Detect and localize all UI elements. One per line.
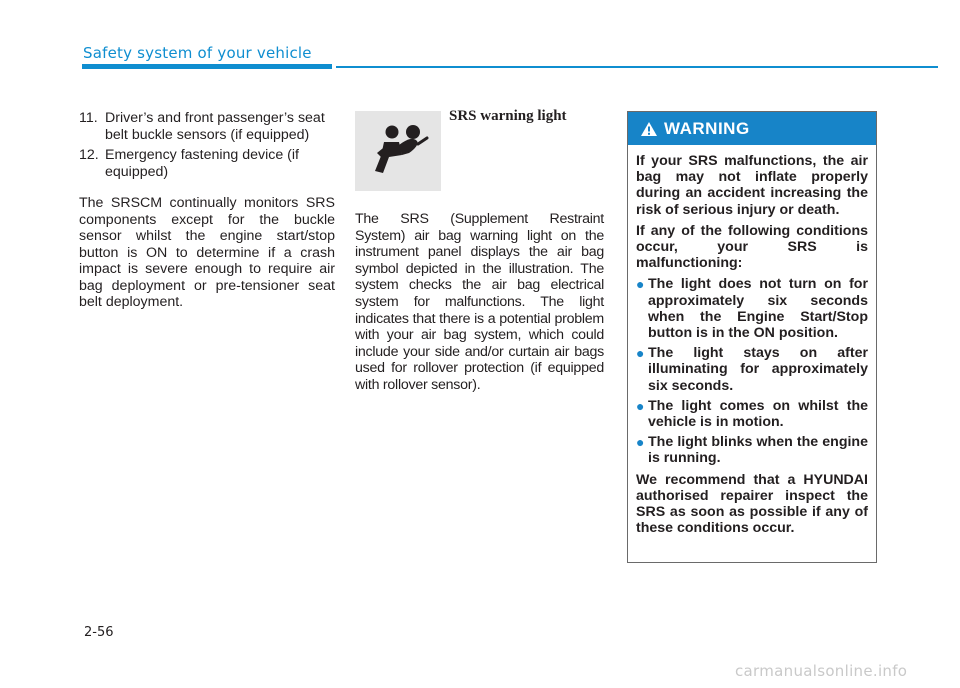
- list-item: [79, 147, 335, 180]
- warning-list-intro: If any of the following conditions occur, your SRS is malfunctioning:: [636, 222, 868, 272]
- bullet-icon: ●: [636, 345, 645, 362]
- header-rule-thick: [82, 64, 332, 69]
- bullet-icon: ●: [636, 276, 645, 293]
- srs-paragraph: The SRS (Supplement Restraint System) air bag warning light on the instrument panel displays the air bag symbol depicted in the illustration. The system checks the air bag electrical system for malfunctions. The light indicates that there is a potential problem with your air bag system, which could include your side and/or curtain air bags used for rollover protection (if equipped with rollover sensor).: [355, 211, 604, 393]
- list-item: [79, 110, 335, 143]
- warning-box: [627, 111, 877, 563]
- page-number: 2-56: [84, 625, 114, 640]
- header-rule-thin: [336, 66, 938, 68]
- warning-list-item: ● The light stays on after illuminating for approximately six seconds.: [636, 345, 868, 394]
- warning-list-item: ● The light comes on whilst the vehicle is in motion.: [636, 397, 868, 431]
- list-item-number: 11.: [79, 110, 98, 126]
- warning-body: [628, 145, 876, 536]
- list-item-text: Driver’s and front passenger’s seat belt buckle sensors (if equipped): [105, 110, 325, 143]
- warning-title: WARNING: [664, 118, 750, 138]
- srscm-paragraph: The SRSCM continually monitors SRS components except for the buckle sensor whilst the engine start/stop button is ON to determine if a crash impact is severe enough to require air bag deployment or pre-tensioner seat belt deployment.: [79, 195, 335, 310]
- list-item-number: 12.: [79, 147, 99, 163]
- warning-intro: If your SRS malfunctions, the air bag may not inflate properly during an accident increasing the risk of serious injury or death.: [636, 153, 868, 218]
- warning-list-item: ● The light does not turn on for approximately six seconds when the Engine Start/Stop button is in the ON position.: [636, 276, 868, 342]
- srs-warning-light-heading: SRS warning light: [449, 108, 567, 124]
- left-column: [79, 110, 335, 311]
- warning-header: [628, 112, 876, 145]
- warning-triangle-icon: [640, 121, 658, 137]
- bullet-icon: ●: [636, 434, 645, 451]
- bullet-icon: ●: [636, 397, 645, 414]
- warning-list: [636, 276, 868, 466]
- watermark: carmanualsonline.info: [735, 662, 908, 680]
- list-item-text: Emergency fastening device (if equipped): [105, 147, 299, 180]
- airbag-warning-icon: [355, 111, 441, 191]
- warning-closing: We recommend that a HYUNDAI authorised repairer inspect the SRS as soon as possible if any of these conditions occur.: [636, 471, 868, 537]
- section-title: Safety system of your vehicle: [83, 44, 312, 62]
- warning-list-item: ● The light blinks when the engine is running.: [636, 434, 868, 467]
